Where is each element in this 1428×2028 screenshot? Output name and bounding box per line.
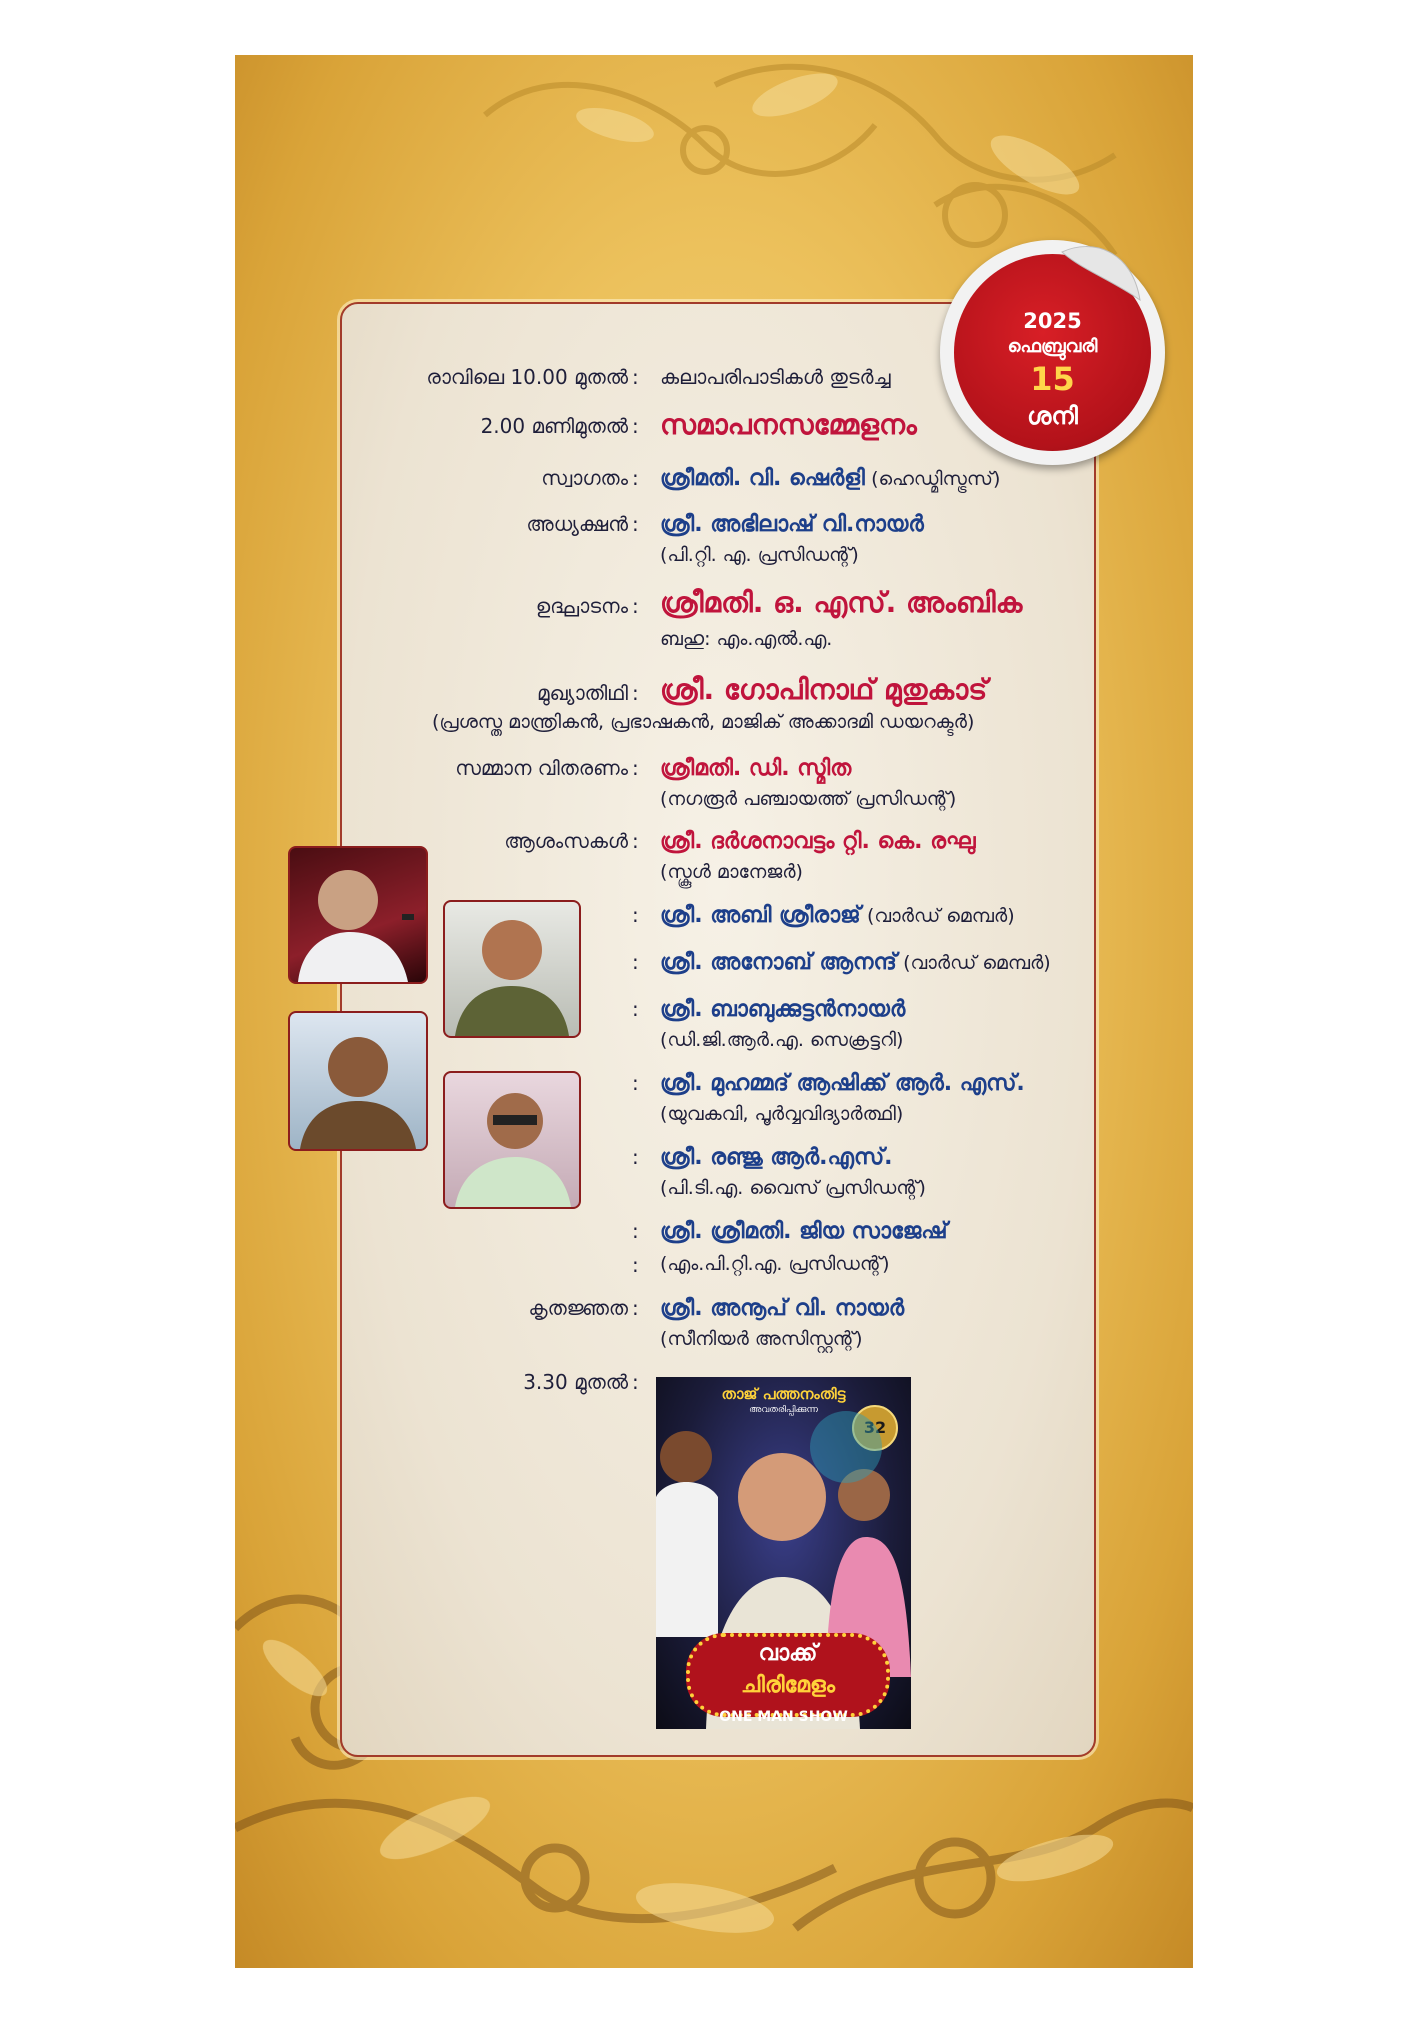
person-name: ശ്രീ. ബാബുക്കുട്ടൻനായർ	[660, 997, 906, 1022]
row-colon: :	[632, 681, 639, 705]
person-silhouette-icon	[445, 1073, 579, 1207]
person-silhouette-icon	[445, 902, 579, 1036]
row-label: 2.00 മണിമുതൽ	[480, 414, 628, 438]
row-colon: :	[632, 365, 639, 389]
person-name: ശ്രീ. അനൂപ് വി. നായർ	[660, 1296, 905, 1321]
row-label: സ്വാഗതം	[541, 466, 628, 490]
badge-day: 15	[1030, 360, 1075, 398]
row-value: കലാപരിപാടികൾ തുടർച്ച	[660, 365, 891, 389]
person-name: ശ്രീ. ശ്രീമതി. ജിയ സാജേഷ്	[660, 1219, 948, 1244]
row-colon: :	[632, 414, 639, 438]
row-label: മുഖ്യാതിഥി	[536, 681, 628, 705]
row-colon: :	[632, 1219, 639, 1243]
row-colon: :	[632, 1071, 639, 1095]
row-colon: :	[632, 903, 639, 927]
show-title-line2: ചിരിമേളം	[741, 1673, 835, 1698]
person-name: ശ്രീ. ഗോപിനാഥ് മുതുകാട്	[660, 673, 988, 706]
poster-presenter: താജ് പത്തനംതിട്ട	[721, 1385, 846, 1403]
row-label: സമ്മാന വിതരണം	[455, 756, 628, 780]
show-title-marquee	[686, 1633, 890, 1717]
session-title: സമാപനസമ്മേളനം	[660, 408, 917, 441]
show-title-line1: വാക്ക്	[758, 1641, 818, 1666]
show-poster	[656, 1377, 911, 1729]
row-label: രാവിലെ 10.00 മുതൽ	[426, 365, 628, 389]
row-value	[660, 950, 1051, 975]
person-role: (പി.റ്റി. എ. പ്രസിഡന്റ്)	[660, 544, 859, 566]
row-value	[660, 903, 1015, 928]
show-subtitle: ONE MAN SHOW	[719, 1709, 848, 1725]
badge-month: ഫെബ്രുവരി	[1007, 336, 1098, 357]
person-name: ശ്രീ. മുഹമ്മദ് ആഷിക്ക് ആർ. എസ്.	[660, 1071, 1025, 1096]
row-label: 3.30 മുതൽ	[523, 1370, 628, 1394]
row-colon: :	[632, 1253, 639, 1277]
person-role: (യുവകവി, പൂർവ്വവിദ്യാർത്ഥി)	[660, 1103, 904, 1125]
person-name: ശ്രീമതി. ഡി. സ്മിത	[660, 756, 852, 781]
person-role: (വാർഡ് മെമ്പർ)	[903, 952, 1051, 974]
person-name: ശ്രീ. ദർശനാവട്ടം റ്റി. കെ. രഘു	[660, 829, 976, 854]
peel-corner-icon	[1052, 240, 1142, 310]
person-name: ശ്രീമതി. ഒ. എസ്. അംബിക	[660, 586, 1023, 619]
person-role: (ഡി.ജി.ആർ.എ. സെക്രട്ടറി)	[660, 1029, 904, 1051]
person-role: (വാർഡ് മെമ്പർ)	[866, 905, 1015, 927]
person-name: ശ്രീ. അനോബ് ആനന്ദ്	[660, 950, 897, 975]
row-colon: :	[632, 1145, 639, 1169]
row-colon: :	[632, 950, 639, 974]
row-colon: :	[632, 594, 639, 618]
person-role: (സീനിയർ അസിസ്റ്റന്റ്)	[660, 1328, 863, 1350]
row-label: ആശംസകൾ	[504, 829, 628, 853]
person-role: (എം.പി.റ്റി.എ. പ്രസിഡന്റ്)	[660, 1253, 890, 1275]
person-name: ശ്രീ. അഭിലാഷ് വി.നായർ	[660, 512, 924, 537]
person-silhouette-icon	[290, 1013, 426, 1149]
guest-photo	[443, 900, 581, 1038]
person-role: (നഗരൂർ പഞ്ചായത്ത് പ്രസിഡന്റ്)	[660, 788, 957, 810]
row-label: കൃതജ്ഞത	[528, 1296, 628, 1320]
person-name: ശ്രീ. രഞ്ജു ആർ.എസ്.	[660, 1145, 893, 1170]
row-colon: :	[632, 997, 639, 1021]
person-role: ബഹു: എം.എൽ.എ.	[660, 628, 833, 650]
guest-photo	[288, 846, 428, 984]
row-colon: :	[632, 1296, 639, 1320]
anniversary-badge: 32	[852, 1405, 898, 1451]
person-role: (പ്രശസ്ത മാന്ത്രികൻ, പ്രഭാഷകൻ, മാജിക് അക്കാദമി ഡയറക്ടർ)	[432, 711, 975, 733]
date-badge	[940, 240, 1165, 465]
row-colon: :	[632, 466, 639, 490]
person-name: ശ്രീമതി. വി. ഷെർളി	[660, 466, 865, 491]
person-name: ശ്രീ. അബി ശ്രീരാജ്	[660, 903, 861, 928]
row-colon: :	[632, 829, 639, 853]
poster-presents: അവതരിപ്പിക്കുന്ന	[749, 1405, 818, 1415]
badge-year: 2025	[1023, 309, 1082, 333]
person-role: (ഹെഡ്മിസ്ട്രസ്)	[871, 468, 1001, 490]
row-colon: :	[632, 756, 639, 780]
guest-photo	[288, 1011, 428, 1151]
badge-weekday: ശനി	[1027, 402, 1078, 430]
row-label: അധ്യക്ഷൻ	[526, 512, 628, 536]
guest-photo	[443, 1071, 581, 1209]
row-value	[660, 466, 1000, 491]
row-colon: :	[632, 1370, 639, 1394]
person-role: (സ്കൂൾ മാനേജർ)	[660, 861, 803, 883]
person-role: (പി.ടി.എ. വൈസ് പ്രസിഡന്റ്)	[660, 1177, 926, 1199]
person-silhouette-icon	[290, 848, 426, 982]
row-label: ഉദ്ഘാടനം	[535, 594, 628, 618]
row-colon: :	[632, 512, 639, 536]
